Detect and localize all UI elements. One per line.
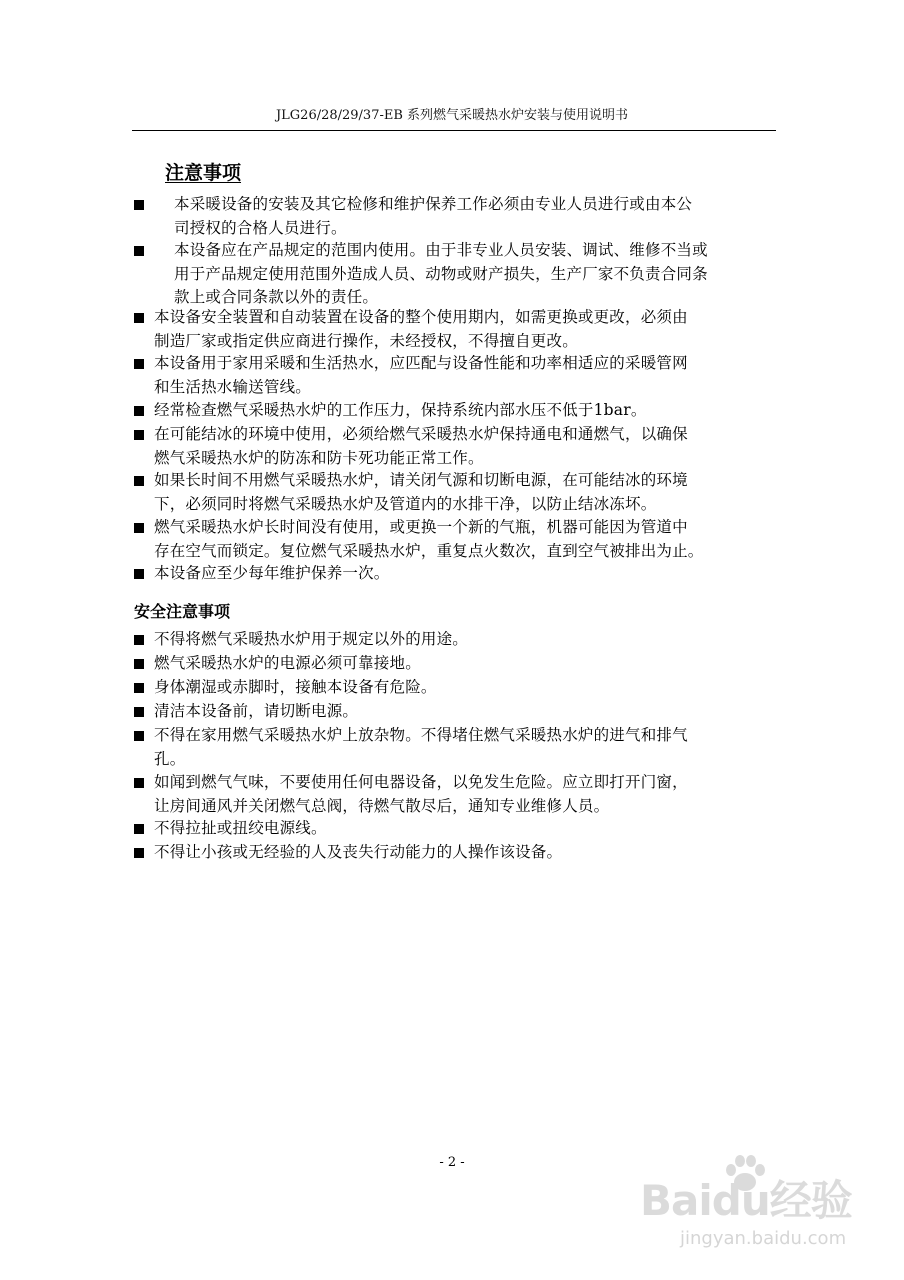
notice-item-text-line: 用于产品规定使用范围外造成人员、动物或财产损失，生产厂家不负责合同条 [174, 264, 708, 283]
square-bullet-icon [134, 313, 144, 323]
safety-item-text-line: 不得让小孩或无经验的人及丧失行动能力的人操作该设备。 [154, 843, 563, 861]
safety-title: 安全注意事项 [134, 602, 231, 621]
notice-item-text-line: 款上或合同条款以外的责任。 [174, 288, 379, 306]
notice-item-text-line: 司授权的合格人员进行。 [174, 218, 347, 237]
safety-item-text-line: 燃气采暖热水炉的电源必须可靠接地。 [154, 654, 421, 672]
notice-item-text-line: 经常检查燃气采暖热水炉的工作压力，保持系统内部水压不低于1bar。 [154, 401, 647, 419]
square-bullet-icon [134, 200, 144, 210]
square-bullet-icon [134, 523, 144, 533]
safety-item-text-line: 不得在家用燃气采暖热水炉上放杂物。不得堵住燃气采暖热水炉的进气和排气 [154, 726, 688, 744]
square-bullet-icon [134, 406, 144, 416]
square-bullet-icon [134, 659, 144, 669]
baidu-watermark [640, 1150, 870, 1260]
notice-item-text-line: 制造厂家或指定供应商进行操作，未经授权，不得擅自更改。 [154, 331, 578, 350]
notice-item-text-line: 和生活热水输送管线。 [154, 377, 312, 396]
notice-item-text-line: 燃气采暖热水炉的防冻和防卡死功能正常工作。 [154, 448, 484, 467]
notice-item-text-line: 燃气采暖热水炉长时间没有使用，或更换一个新的气瓶，机器可能因为管道中 [154, 518, 688, 536]
document-header: JLG26/28/29/37-EB 系列燃气采暖热水炉安装与使用说明书 [275, 108, 629, 123]
notice-item-text-line: 下，必须同时将燃气采暖热水炉及管道内的水排干净，以防止结冰冻坏。 [154, 494, 657, 513]
safety-item-text-line: 不得将燃气采暖热水炉用于规定以外的用途。 [154, 630, 469, 648]
square-bullet-icon [134, 430, 144, 440]
notice-item-text-line: 如果长时间不用燃气采暖热水炉，请关闭气源和切断电源，在可能结冰的环境 [154, 471, 688, 489]
square-bullet-icon [134, 569, 144, 579]
watermark-brand: Baidu经验 [640, 1176, 852, 1225]
safety-item-text-line: 让房间通风并关闭燃气总阀，待燃气散尽后，通知专业维修人员。 [154, 796, 610, 815]
safety-item-text-line: 不得拉扯或扭绞电源线。 [154, 819, 327, 837]
notice-item-text-line: 本设备应在产品规定的范围内使用。由于非专业人员安装、调试、维修不当或 [174, 241, 708, 259]
square-bullet-icon [134, 635, 144, 645]
watermark-url: jingyan.baidu.com [680, 1228, 847, 1249]
square-bullet-icon [134, 359, 144, 369]
safety-item-text-line: 孔。 [154, 749, 186, 768]
square-bullet-icon [134, 731, 144, 741]
notice-item-text-line: 本设备用于家用采暖和生活热水，应匹配与设备性能和功率相适应的采暖管网 [154, 354, 688, 372]
safety-item-text-line: 如闻到燃气气味，不要使用任何电器设备，以免发生危险。应立即打开门窗， [154, 773, 688, 791]
page-number: - 2 - [439, 1155, 465, 1170]
safety-item-text-line: 清洁本设备前，请切断电源。 [154, 702, 359, 720]
notice-item-text-line: 本设备安全装置和自动装置在设备的整个使用期内，如需更换或更改，必须由 [154, 308, 688, 326]
square-bullet-icon [134, 778, 144, 788]
square-bullet-icon [134, 707, 144, 717]
safety-item-text-line: 身体潮湿或赤脚时，接触本设备有危险。 [154, 678, 437, 696]
header-divider [132, 130, 776, 131]
square-bullet-icon [134, 246, 144, 256]
notice-item-text-line: 本设备应至少每年维护保养一次。 [154, 564, 390, 582]
square-bullet-icon [134, 824, 144, 834]
square-bullet-icon [134, 683, 144, 693]
square-bullet-icon [134, 848, 144, 858]
square-bullet-icon [134, 476, 144, 486]
notice-item-text-line: 存在空气而锁定。复位燃气采暖热水炉，重复点火数次，直到空气被排出为止。 [154, 541, 704, 560]
notice-item-text-line: 本采暖设备的安装及其它检修和维护保养工作必须由专业人员进行或由本公 [174, 195, 693, 213]
notice-item-text-line: 在可能结冰的环境中使用，必须给燃气采暖热水炉保持通电和通燃气，以确保 [154, 425, 688, 443]
notice-title: 注意事项 [165, 162, 242, 184]
